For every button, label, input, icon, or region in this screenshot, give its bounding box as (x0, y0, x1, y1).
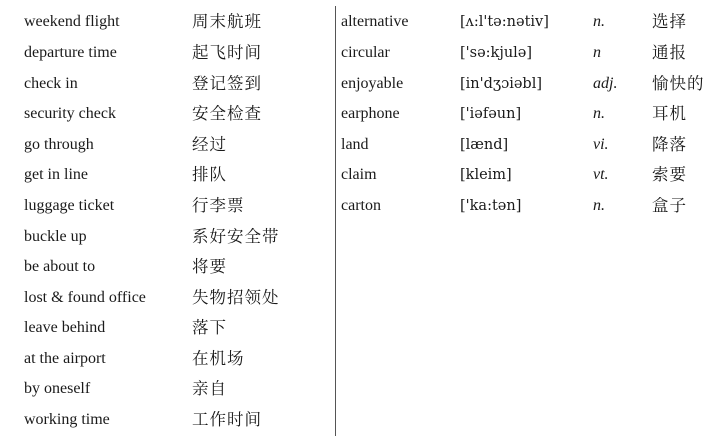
phrase-chinese: 周末航班 (192, 12, 262, 31)
phrase-row (24, 252, 324, 282)
phrase-english: weekend flight (24, 13, 120, 30)
phrase-chinese: 排队 (192, 165, 227, 184)
phrase-row (24, 99, 324, 129)
word-phonetic: [kleim] (460, 167, 512, 183)
word-english: earphone (341, 105, 400, 122)
phrase-english: security check (24, 105, 116, 122)
word-meaning: 通报 (652, 43, 687, 62)
phrase-english: go through (24, 136, 94, 153)
word-english: claim (341, 166, 377, 183)
word-part-of-speech: n. (593, 13, 605, 30)
word-part-of-speech: vi. (593, 136, 609, 153)
word-part-of-speech: n. (593, 197, 605, 214)
phrase-chinese: 起飞时间 (192, 43, 262, 62)
word-row (341, 130, 721, 160)
phrase-row (24, 130, 324, 160)
column-divider (335, 6, 336, 436)
phrase-english: get in line (24, 166, 88, 183)
word-meaning: 索要 (652, 165, 687, 184)
word-phonetic: ['iəfəun] (460, 106, 522, 122)
phrase-chinese: 登记签到 (192, 74, 262, 93)
word-part-of-speech: n. (593, 105, 605, 122)
word-part-of-speech: n (593, 44, 601, 61)
word-meaning: 降落 (652, 135, 687, 154)
word-row (341, 99, 721, 129)
phrase-chinese: 亲自 (192, 379, 227, 398)
phrase-chinese: 落下 (192, 318, 227, 337)
phrase-english: leave behind (24, 319, 106, 336)
phrase-english: working time (24, 411, 110, 428)
word-meaning: 选择 (652, 12, 687, 31)
word-english: carton (341, 197, 381, 214)
word-english: land (341, 136, 369, 153)
word-part-of-speech: adj. (593, 75, 618, 92)
word-phonetic: [lænd] (460, 137, 509, 153)
phrase-row (24, 191, 324, 221)
phrase-english: by oneself (24, 380, 91, 397)
phrase-english: at the airport (24, 350, 106, 367)
phrase-chinese: 安全检查 (192, 104, 262, 123)
word-english: alternative (341, 13, 409, 30)
word-part-of-speech: vt. (593, 166, 609, 183)
phrase-chinese: 在机场 (192, 349, 245, 368)
phrase-chinese: 工作时间 (192, 410, 262, 429)
word-row (341, 38, 721, 68)
word-phonetic: ['sə:kjulə] (460, 45, 533, 61)
phrase-english: lost & found office (24, 289, 146, 306)
phrase-row (24, 344, 324, 374)
phrase-row (24, 313, 324, 343)
phrase-chinese: 系好安全带 (192, 227, 280, 246)
phrase-row (24, 283, 324, 313)
word-english: enjoyable (341, 75, 404, 92)
phrase-english: be about to (24, 258, 96, 275)
word-row (341, 160, 721, 190)
word-row (341, 191, 721, 221)
phrase-english: luggage ticket (24, 197, 115, 214)
word-phonetic: [ʌ:l'tə:nətiv] (460, 14, 549, 30)
phrase-row (24, 38, 324, 68)
word-meaning: 愉快的 (652, 74, 705, 93)
word-meaning: 耳机 (652, 104, 687, 123)
phrase-row (24, 7, 324, 37)
word-row (341, 7, 721, 37)
word-phonetic: ['ka:tən] (460, 198, 522, 214)
word-row (341, 69, 721, 99)
phrase-row (24, 374, 324, 404)
phrase-row (24, 160, 324, 190)
phrase-chinese: 失物招领处 (192, 288, 280, 307)
phrase-row (24, 222, 324, 252)
phrase-chinese: 行李票 (192, 196, 245, 215)
word-phonetic: [in'dʒɔiəbl] (460, 76, 543, 92)
phrase-english: departure time (24, 44, 117, 61)
phrase-english: buckle up (24, 228, 87, 245)
word-meaning: 盒子 (652, 196, 687, 215)
phrase-chinese: 将要 (192, 257, 227, 276)
phrase-row (24, 69, 324, 99)
word-english: circular (341, 44, 390, 61)
phrase-row (24, 405, 324, 435)
phrase-english: check in (24, 75, 78, 92)
phrase-chinese: 经过 (192, 135, 227, 154)
